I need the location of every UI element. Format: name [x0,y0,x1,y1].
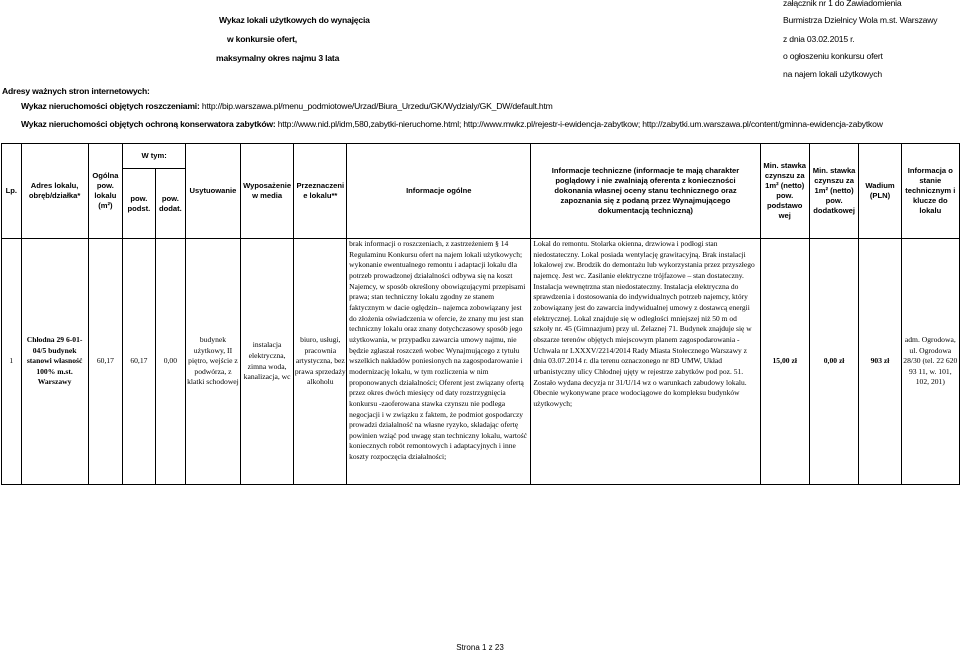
annex-line-1: załącznik nr 1 do Zawiadomienia [783,0,902,8]
premises-table [1,143,960,485]
annex-line-5: na najem lokali użytkowych [783,69,882,79]
header-min-stawka: Min. stawka czynszu za 1m² (netto) pow. podstawo wej [760,144,809,239]
links-line-1 [21,101,553,111]
title-line-3: maksymalny okres najmu 3 lata [216,53,340,63]
cell-pow-dodat: 0,00 [155,239,186,485]
links-line-2 [21,119,883,129]
header-pow-podst: pow. podst. [123,169,155,239]
annex-line-2: Burmistrza Dzielnicy Wola m.st. Warszawy [783,15,938,25]
cell-usytuowanie: budynek użytkowy, II piętro, wejście z podwórza, z klatki schodowej [186,239,241,485]
cell-wadium: 903 zł [859,239,901,485]
title-line-1: Wykaz lokali użytkowych do wynajęcia [219,15,370,25]
header-usytuowanie: Usytuowanie [186,144,241,239]
header-ogolna: Ogólna pow. lokalu (m²) [88,144,123,239]
cell-informacja: adm. Ogrodowa, ul. Ogrodowa 28/30 (tel. 22 620 93 11, w. 101, 102, 201) [901,239,959,485]
cell-info-techniczne: Lokal do remontu. Stolarka okienna, drzwiowa i podłogi stan niedostateczny. Lokal posiada wentylację grawitacyjną. Brak instalacji lokalowej zw. Brodzik do demontażu lub wykorzystania przez przyszłego najemcę. Jest wc. Zasilanie elektryczne trójfazowe – stan dostateczny. Instalacja wewnętrzna stan niedostateczny. Instalacja elektryczna do sprawdzenia i dostosowania do indywidualnych potrzeb najemcy, który zobowiązany jest do zawarcia indywidualnej umowy z dostawcą energii elektrycznej. Lokal znajduje się w odległości mniejszej niż 50 m od szkoły nr. 45 (Gimnazjum) przy ul. Żelaznej 71. Budynek znajduje się w obszarze terenów objętych miejscowym planem zagospodarowania - Uchwała nr LXXXV/2214/2014 Rady Miasta Stołecznego Warszawy z dnia 03.07.2014 r. dla terenu oznaczonego nr 8D UMW, Układ urbanistyczny ulicy Chłodnej ujęty w rejestrze zabytków pod poz. 51. Zostało wydana decyzja nr 31/U/14 wz o warunkach zabudowy lokalu. Obecnie wykonywane prace wodociągowe do kompleksu budynków użytkowych; [531,239,760,485]
cell-adres: Chłodna 29 6-01-04/5 budynek stanowi własność 100% m.st. Warszawy [21,239,88,485]
cell-info-ogolne: brak informacji o roszczeniach, z zastrzeżeniem § 14 Regulaminu Konkursu ofert na najem lokali użytkowych; wykonanie ewentualnego remontu i adaptacji lokalu dla potrzeb prowadzonej działalności odbywa się na koszt Najemcy, w sposób określony obowiązującymi przepisami prawa; stan techniczny lokalu zgodny ze stanem faktycznym w dacie oględzin– najemca zobowiązany jest do złożenia oświadczenia w ofercie, że znany mu jest stan techniczny lokalu oraz znany dotychczasowy sposób jego użytkowania, w przypadku zawarcia umowy najmu, nie będzie zgłaszał roszczeń wobec Wynajmującego z tytułu wszelkich nakładów poniesionych na zagospodarowanie i modernizację lokalu, w tym rozliczenia w nim proponowanych działalności; Oferent jest związany ofertą przez okres dwóch miesięcy od daty rozstrzygnięcia konkursu -zaoferowana stawka czynszu nie podlega negocjacji i w związku z faktem, że podmiot gospodarczy prowadzi działalność na własne ryzyko, składając ofertę powinien wziąć pod uwagę stan techniczny lokalu, wartość koniecznych robót remontowych i adaptacyjnych i inne koszty rozpoczęcia działalności; [347,239,531,485]
annex-line-3: z dnia 03.02.2015 r. [783,34,855,44]
header-adres: Adres lokalu, obręb/działka* [21,144,88,239]
links-line-2-label: Wykaz nieruchomości objętych ochroną konserwatora zabytków: [21,119,276,129]
header-wyposazenie: Wyposażenie w media [240,144,294,239]
title-line-2: w konkursie ofert, [227,34,297,44]
cell-ogolna: 60,17 [88,239,123,485]
links-line-1-label: Wykaz nieruchomości objętych roszczeniami: [21,101,200,111]
cell-min-stawka: 15,00 zł [760,239,809,485]
annex-line-4: o ogłoszeniu konkursu ofert [783,51,883,61]
cell-lp: 1 [2,239,22,485]
header-przeznaczenie: Przeznaczeni e lokalu** [294,144,347,239]
links-line-1-url[interactable]: http://bip.warszawa.pl/menu_podmiotowe/Urzad/Biura_Urzedu/GK/Wydzialy/GK_DW/default.htm [201,101,553,111]
links-line-2-url[interactable]: http://www.nid.pl/idm,580,zabytki-nieruchome.html; http://www.mwkz.pl/rejestr-i-ewidencja-zabytkow; http://zabytki.um.warszawa.pl/content/gminna-ewidencja-zabytkow [277,119,883,129]
header-info-techniczne: Informacje techniczne (informacje te mają charakter poglądowy i nie zwalniają oferenta z konieczności dokonania własnej oceny stanu technicznego oraz zapoznania się z podaną przez Wynajmującego dokumentacją techniczną) [531,144,760,239]
page-number: Strona 1 z 23 [456,643,504,652]
cell-przeznaczenie: biuro, usługi, pracownia artystyczna, bez prawa sprzedaży alkoholu [294,239,347,485]
header-wadium: Wadium (PLN) [859,144,901,239]
cell-min-stawka-dodat: 0,00 zł [809,239,859,485]
cell-pow-podst: 60,17 [123,239,155,485]
links-heading: Adresy ważnych stron internetowych: [2,86,150,96]
header-min-stawka-dodat: Min. stawka czynszu za 1m² (netto) pow. dodatkowej [809,144,859,239]
header-pow-dodat: pow. dodat. [155,169,186,239]
table-row [2,239,960,485]
header-info-ogolne: Informacje ogólne [347,144,531,239]
header-informacja: Informacja o stanie technicznym i klucze do lokalu [901,144,959,239]
cell-wyposazenie: instalacja elektryczna, zimna woda, kanalizacja, wc [240,239,294,485]
header-w-tym: W tym: [123,144,186,169]
header-lp: Lp. [2,144,22,239]
